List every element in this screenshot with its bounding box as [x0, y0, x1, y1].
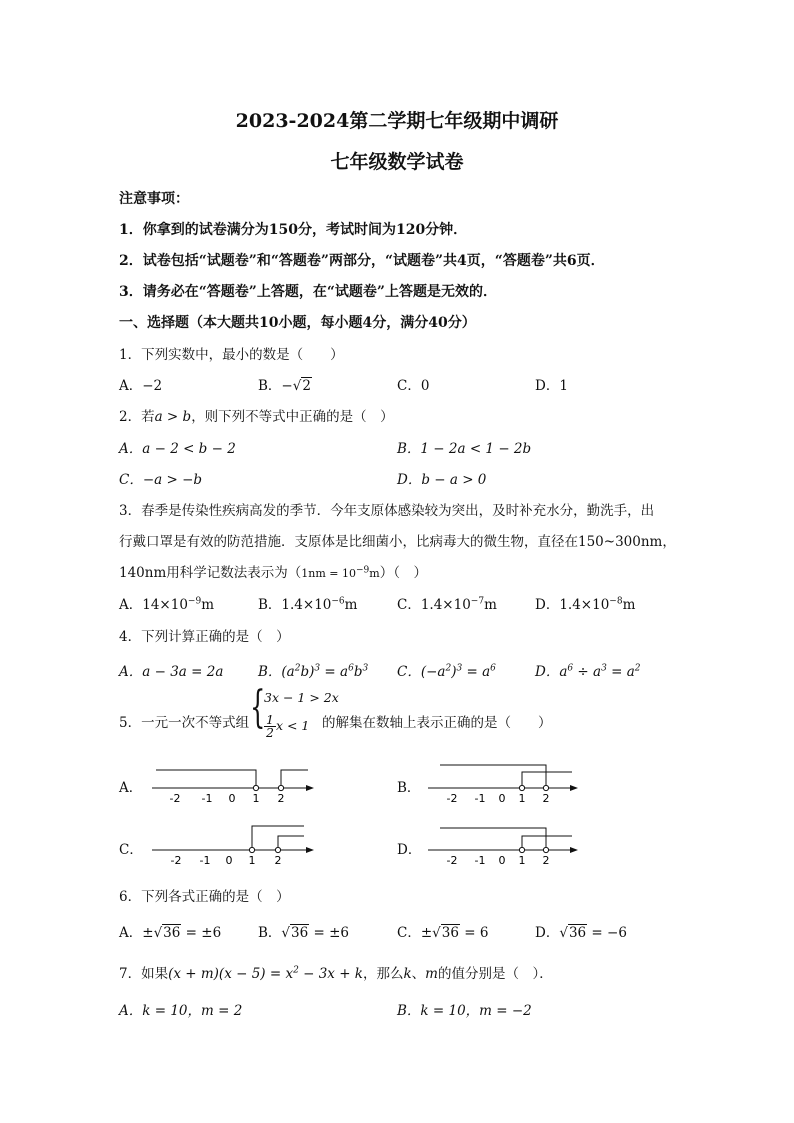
q1-option-c: C．0 [397, 378, 430, 394]
q1-option-b-prefix: B．− [258, 378, 293, 394]
range-lower [278, 836, 304, 850]
open-point-2 [278, 785, 283, 790]
number-line-a [148, 762, 318, 806]
q5-stem-start: 5．一元一次不等式组 [119, 715, 250, 731]
tick-label: -2 [169, 792, 181, 805]
q3-option-c [397, 593, 497, 613]
q3-unit-def [301, 567, 379, 580]
range-left [156, 770, 256, 788]
q4-d-3: ÷ a [573, 664, 602, 680]
q3-a-unit: m [201, 597, 215, 613]
q4-b-3: b) [300, 664, 315, 680]
fraction-den: 2 [266, 725, 274, 740]
tick-label: -2 [170, 854, 182, 867]
q3-option-d [535, 593, 635, 613]
q1-stem: 1．下列实数中，最小的数是（ ） [119, 347, 344, 363]
q4-d-5: = a [606, 664, 635, 680]
notice-item-1: 1．你拿到的试卷满分为150分，考试时间为120分钟． [119, 222, 468, 238]
q4-b-2: 2 [294, 663, 301, 674]
q4-b-6: 6 [348, 663, 354, 674]
q6-c-eq: = 6 [459, 925, 489, 941]
q5-option-c-label: C． [119, 842, 143, 858]
tick-label: 2 [277, 792, 285, 805]
q7-var-k: k [403, 966, 412, 982]
q3-line-3-start: 140nm用科学记数法表示为（ [119, 565, 302, 581]
open-point-1 [519, 847, 524, 852]
q4-option-b [258, 660, 368, 680]
q1-option-b-radicand: 2 [302, 378, 311, 394]
axis-arrow [306, 847, 314, 853]
q5-inequality-1: 3x − 1 > 2x [264, 690, 339, 705]
q2-condition: a > b [154, 409, 192, 425]
q3-b-base: B．1.4×10 [258, 597, 332, 613]
q6-a-pre: A．± [119, 925, 154, 941]
q3-d-exp: −8 [609, 596, 623, 607]
tick-label: 2 [542, 854, 550, 867]
q3-d-unit: m [622, 597, 636, 613]
tick-label: 1 [518, 792, 526, 805]
radical-sign: √ [432, 925, 441, 941]
q3-unit-exp: −9 [356, 565, 370, 576]
axis-arrow [570, 847, 578, 853]
exam-title: 2023-2024第二学期七年级期中调研 [235, 110, 559, 132]
q7-expr-2: − 3x + k [298, 966, 363, 982]
radical-sign: √ [292, 378, 302, 394]
q3-unit-m: m [369, 567, 380, 580]
q1-option-a: A．−2 [119, 378, 163, 394]
tick-label: 0 [498, 792, 506, 805]
q7-option-b: B．k = 10，m = −2 [397, 1003, 532, 1019]
q3-option-a [119, 593, 214, 613]
q7-option-a: A．k = 10，m = 2 [119, 1003, 243, 1019]
q3-line-2: 行戴口罩是有效的防范措施．支原体是比细菌小，比病毒大的微生物，直径在150~300nm， [119, 534, 676, 550]
q6-c-rad: 36 [441, 925, 459, 941]
q4-option-a: A．a − 3a = 2a [119, 664, 224, 680]
q4-b-7: b [353, 664, 363, 680]
q7-expression [168, 966, 363, 982]
tick-label: 1 [248, 854, 256, 867]
q2-option-c: C．−a > −b [119, 472, 203, 488]
q3-d-base: D．1.4×10 [535, 597, 610, 613]
number-line-b [424, 762, 584, 806]
radical-sign: √ [281, 925, 291, 941]
q2-stem [119, 405, 394, 425]
range-left [440, 828, 546, 850]
tick-label: 0 [228, 792, 236, 805]
fraction-num: 1 [266, 712, 274, 727]
q2-stem-end: ，则下列不等式中正确的是（ ） [191, 409, 394, 425]
open-point-1 [249, 847, 254, 852]
q2-option-d: D．b − a > 0 [397, 472, 487, 488]
q4-option-d [535, 660, 640, 680]
q6-option-c [397, 921, 488, 941]
q4-d-4: 3 [601, 663, 607, 674]
tick-label: -2 [446, 854, 458, 867]
system-brace: { [250, 682, 266, 733]
tick-label: 0 [498, 854, 506, 867]
tick-label: -1 [199, 854, 211, 867]
q3-b-exp: −6 [331, 596, 345, 607]
q2-option-a: A．a − 2 < b − 2 [119, 441, 236, 457]
q3-c-unit: m [484, 597, 497, 613]
q4-b-4: 3 [314, 663, 321, 674]
q3-c-base: C．1.4×10 [397, 597, 471, 613]
q6-d-pre: D． [535, 925, 560, 941]
q7-stem-mid: ，那么 [362, 966, 404, 982]
number-line-c [148, 822, 318, 868]
q6-stem: 6．下列各式正确的是（ ） [119, 889, 290, 905]
radical-sign: √ [153, 925, 163, 941]
section-heading: 一、选择题（本大题共10小题，每小题4分，满分40分） [119, 315, 476, 331]
q4-b-1: B．(a [258, 664, 295, 680]
q3-a-base: A．14×10 [119, 597, 188, 613]
q4-d-2: 6 [567, 663, 574, 674]
q4-b-5: = a [320, 664, 349, 680]
tick-label: 1 [518, 854, 526, 867]
q3-line-3 [119, 561, 427, 581]
q3-unit-base: 1nm = 10 [301, 567, 356, 580]
q4-c-2: 2 [445, 663, 452, 674]
q7-expr-1: (x + m)(x − 5) = x [168, 966, 294, 982]
q6-b-eq: = ±6 [309, 925, 350, 941]
q4-option-c [397, 660, 496, 680]
range-left [440, 765, 546, 788]
q5-option-b-label: B． [397, 780, 421, 796]
tick-label: -1 [474, 854, 486, 867]
q7-sep: 、 [411, 966, 426, 982]
q4-c-1: C．(−a [397, 664, 446, 680]
q4-d-6: 2 [634, 663, 641, 674]
tick-label: -1 [474, 792, 486, 805]
q4-c-4: 3 [456, 663, 463, 674]
q4-stem: 4．下列计算正确的是（ ） [119, 629, 290, 645]
q6-option-d [535, 921, 627, 941]
radical-sign: √ [559, 925, 568, 941]
q4-c-5: = a [462, 664, 491, 680]
q6-option-b [258, 921, 349, 941]
q2-stem-start: 2．若 [119, 409, 155, 425]
q6-d-rad: 36 [568, 925, 587, 941]
q4-c-6: 6 [490, 663, 496, 674]
q4-d-1: D．a [535, 664, 568, 680]
q7-var-m: m [425, 966, 438, 982]
q5-inequality-2 [264, 714, 309, 739]
tick-label: -1 [201, 792, 213, 805]
q3-b-unit: m [344, 597, 358, 613]
q7-stem [119, 962, 553, 982]
q1-option-b [258, 374, 312, 394]
q1-option-d: D．1 [535, 378, 568, 394]
notice-item-3: 3．请务必在“答题卷”上答题，在“试题卷”上答题是无效的． [119, 284, 497, 300]
q3-c-exp: −7 [470, 596, 485, 607]
open-point-2 [543, 785, 548, 790]
q6-d-eq: = −6 [587, 925, 627, 941]
notice-item-2: 2．试卷包括“试题卷”和“答题卷”两部分，“试题卷”共4页，“答题卷”共6页． [119, 253, 605, 269]
q6-a-rad: 36 [163, 925, 181, 941]
open-point-1 [519, 785, 524, 790]
q4-b-8: 3 [362, 663, 369, 674]
q6-a-eq: = ±6 [181, 925, 222, 941]
q5-inequality-2-rest: x < 1 [275, 718, 310, 733]
q2-option-b: B．1 − 2a < 1 − 2b [397, 441, 532, 457]
q3-option-b [258, 593, 357, 613]
number-line-d [424, 822, 584, 868]
q3-line-3-end: ）（ ） [379, 565, 427, 581]
q7-stem-end: 的值分别是（ ）． [437, 966, 553, 982]
open-point-1 [253, 785, 258, 790]
q5-option-a-label: A． [119, 780, 143, 796]
q6-c-pre: C．± [397, 925, 433, 941]
q6-b-rad: 36 [291, 925, 309, 941]
q3-a-exp: −9 [187, 596, 202, 607]
q4-c-3: ) [451, 664, 457, 680]
tick-label: 2 [274, 854, 282, 867]
notice-heading: 注意事项： [119, 191, 189, 207]
q6-option-a [119, 921, 221, 941]
tick-label: 0 [225, 854, 233, 867]
q5-option-d-label: D． [397, 842, 422, 858]
range-right [281, 770, 308, 788]
q3-line-1: 3．春季是传染性疾病高发的季节．今年支原体感染较为突出，及时补充水分，勤洗手，出 [119, 503, 655, 519]
tick-label: 2 [542, 792, 550, 805]
tick-label: -2 [446, 792, 458, 805]
axis-arrow [570, 785, 578, 791]
open-point-2 [543, 847, 548, 852]
q7-stem-start: 7．如果 [119, 966, 169, 982]
tick-label: 1 [252, 792, 260, 805]
axis-arrow [306, 785, 314, 791]
q7-expr-exp: 2 [293, 965, 299, 976]
q5-stem-end: 的解集在数轴上表示正确的是（ ） [322, 715, 552, 731]
open-point-2 [275, 847, 280, 852]
q6-b-pre: B． [258, 925, 282, 941]
fraction [264, 714, 276, 739]
exam-subtitle: 七年级数学试卷 [330, 151, 464, 173]
